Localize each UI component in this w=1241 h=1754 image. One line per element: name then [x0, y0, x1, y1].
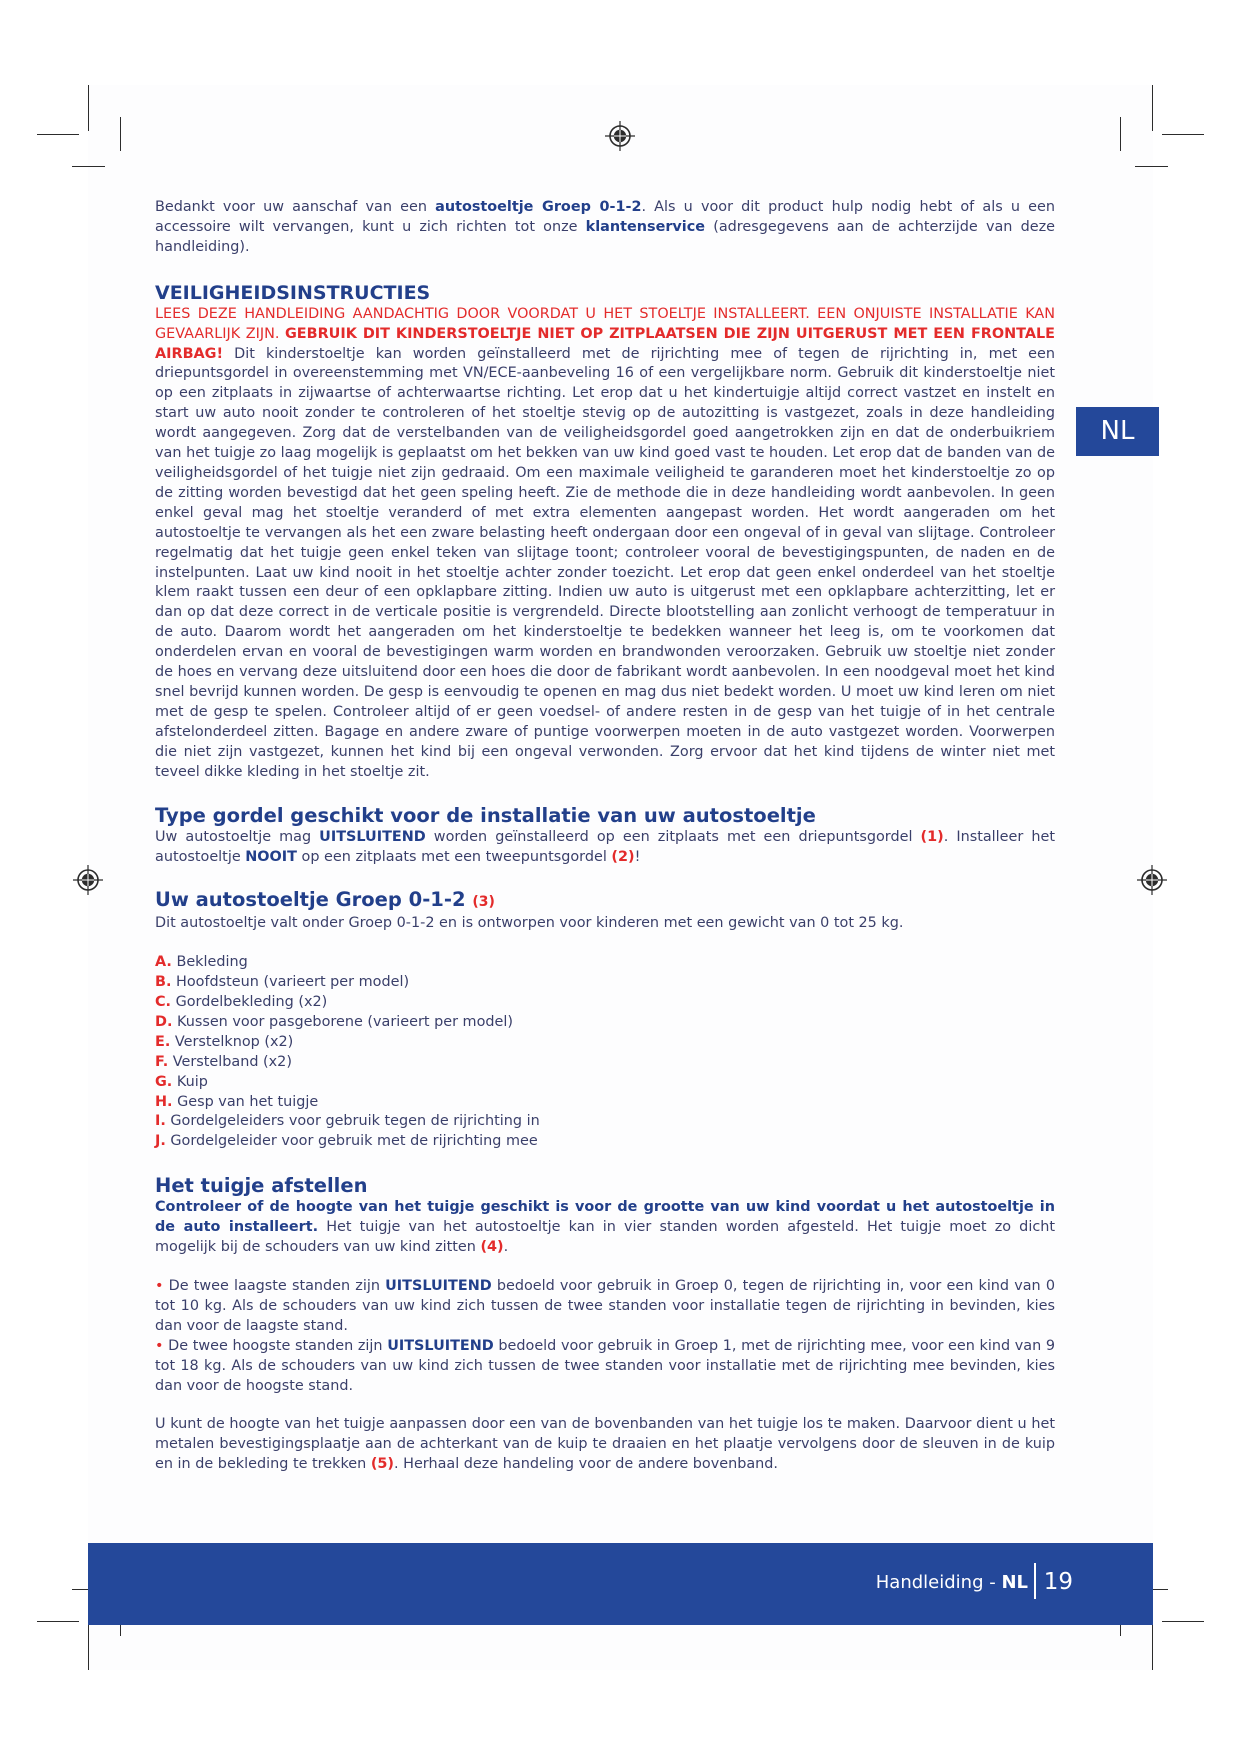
- harness-adjust-text: U kunt de hoogte van het tuigje aanpassen door een van de bovenbanden van het tuigje los te maken. Daarvoor dient u het metalen bevestigingsplaatje aan de achterkant van de kuip te draaien en het plaatje vervolgens door de sleuven in de kuip en in de bekleding te trekken: [155, 1416, 1055, 1473]
- safety-warning: LEES DEZE HANDLEIDING AANDACHTIG DOOR VOORDAT U HET STOELTJE INSTALLEERT. EEN ONJUISTE INSTALLATIE KAN GEVAARLIJK ZIJN.: [155, 305, 1055, 342]
- crop-mark: [37, 134, 79, 135]
- part-letter: A.: [155, 954, 172, 971]
- figure-ref: (1): [920, 829, 944, 846]
- intro-text: Bedankt voor uw aanschaf van een: [155, 199, 436, 215]
- belt-text: worden geïnstalleerd op een zitplaats met een driepuntsgordel: [425, 829, 921, 846]
- bullet-icon: •: [155, 1277, 164, 1294]
- safety-paragraph: [155, 305, 1055, 783]
- figure-ref: (5): [370, 1456, 394, 1473]
- crop-mark: [1162, 134, 1204, 135]
- figure-ref: (4): [480, 1239, 504, 1256]
- bullet-highest-positions: [155, 1337, 1055, 1397]
- bullet-lowest-positions: [155, 1277, 1055, 1337]
- crop-mark: [1152, 1624, 1153, 1670]
- harness-bold-intro: Controleer of de hoogte van het tuigje geschikt is voor de grootte van uw kind voordat u het autostoeltje in de auto installeert.: [155, 1199, 1055, 1236]
- parts-list-item: [155, 1073, 1055, 1093]
- part-letter: F.: [155, 1053, 169, 1070]
- part-letter: I.: [155, 1113, 166, 1130]
- parts-list: [155, 953, 1055, 1152]
- parts-list-item: [155, 993, 1055, 1013]
- group-heading: [155, 888, 1055, 914]
- page-number: 19: [1043, 1569, 1073, 1595]
- page-content: [155, 198, 1055, 1475]
- part-label: Gesp van het tuigje: [172, 1093, 319, 1110]
- harness-text: Het tuigje van het autostoeltje kan in vier standen worden afgesteld. Het tuigje moet zo dicht mogelijk bij de schouders van uw kind zitten: [155, 1219, 1055, 1256]
- belt-text: . Installeer het autostoeltje: [155, 829, 1055, 866]
- part-letter: D.: [155, 1013, 173, 1030]
- part-label: Hoofdsteun (varieert per model): [171, 974, 410, 991]
- bullet-emphasis: UITSLUITEND: [385, 1277, 492, 1294]
- parts-list-item: [155, 1112, 1055, 1132]
- crop-mark: [88, 1624, 89, 1670]
- part-label: Gordelbekleding (x2): [171, 994, 328, 1010]
- part-letter: E.: [155, 1033, 171, 1050]
- part-label: Gordelgeleiders voor gebruik tegen de rijrichting in: [165, 1113, 540, 1130]
- belt-text: Uw autostoeltje mag: [155, 829, 320, 846]
- bullet-text: bedoeld voor gebruik in Groep 0, tegen de rijrichting in, voor een kind van 0 tot 10 kg. Als de schouders van uw kind zich tussen de twee standen voor installatie tegen de rijrichting in bevinden, kies dan voor de laagste stand.: [155, 1277, 1055, 1334]
- harness-paragraph: [155, 1198, 1055, 1258]
- part-label: Kussen voor pasgeborene (varieert per model): [172, 1013, 513, 1030]
- harness-heading: Het tuigje afstellen: [155, 1174, 368, 1198]
- spacer: [155, 1396, 1055, 1415]
- belt-emphasis: UITSLUITEND: [319, 829, 426, 846]
- parts-list-item: [155, 953, 1055, 973]
- group-heading-text: Uw autostoeltje Groep 0-1-2: [155, 888, 466, 912]
- part-label: Kuip: [172, 1073, 208, 1090]
- crop-mark: [120, 117, 121, 151]
- safety-heading: VEILIGHEIDSINSTRUCTIES: [155, 281, 431, 304]
- parts-list-item: [155, 973, 1055, 993]
- footer-label-text: Handleiding -: [875, 1572, 1002, 1593]
- crop-mark: [1120, 117, 1121, 151]
- intro-paragraph: [155, 198, 1055, 258]
- harness-adjust-text: . Herhaal deze handeling voor de andere bovenband.: [393, 1456, 778, 1473]
- footer-divider: [1034, 1563, 1036, 1599]
- part-letter: G.: [155, 1073, 173, 1090]
- registration-mark-icon: [1136, 864, 1168, 896]
- spacer: [155, 934, 1055, 953]
- bullet-text: De twee laagste standen zijn: [163, 1277, 386, 1294]
- belt-paragraph: [155, 828, 1055, 868]
- intro-text: . Als u voor dit product hulp nodig hebt of als u een accessoire wilt vervangen, kunt u zich richten tot onze: [155, 199, 1055, 235]
- part-letter: B.: [155, 974, 172, 991]
- part-letter: H.: [155, 1093, 173, 1110]
- parts-list-item: [155, 1132, 1055, 1152]
- parts-list-item: [155, 1013, 1055, 1033]
- part-label: Gordelgeleider voor gebruik met de rijrichting mee: [165, 1133, 538, 1150]
- bullet-icon: •: [155, 1337, 164, 1354]
- belt-text: !: [634, 849, 641, 866]
- registration-mark-icon: [604, 120, 636, 152]
- crop-mark: [37, 1621, 79, 1622]
- crop-mark: [88, 85, 89, 131]
- figure-ref: (2): [611, 849, 635, 866]
- belt-heading: Type gordel geschikt voor de installatie van uw autostoeltje: [155, 804, 816, 828]
- crop-mark: [1135, 166, 1168, 167]
- belt-emphasis: NOOIT: [245, 849, 297, 866]
- registration-mark-icon: [72, 864, 104, 896]
- intro-text: (adresgegevens aan de achterzijde van deze handleiding).: [155, 218, 1055, 255]
- bullet-text: De twee hoogste standen zijn: [163, 1337, 388, 1354]
- part-letter: C.: [155, 994, 172, 1010]
- harness-text: .: [503, 1239, 509, 1256]
- bullet-text: bedoeld voor gebruik in Groep 1, met de rijrichting mee, voor een kind van 9 tot 18 kg. Als de schouders van uw kind zich tussen de twee standen voor installatie met de rijrichting mee bevinden, kies dan voor de hoogste stand.: [155, 1337, 1055, 1394]
- crop-mark: [72, 166, 105, 167]
- crop-mark: [1162, 1621, 1204, 1622]
- intro-product: autostoeltje Groep 0-1-2: [435, 199, 642, 215]
- part-letter: J.: [155, 1133, 166, 1150]
- part-label: Bekleding: [171, 954, 248, 971]
- spacer: [155, 1258, 1055, 1277]
- belt-text: op een zitplaats met een tweepuntsgordel: [296, 849, 612, 866]
- airbag-warning: GEBRUIK DIT KINDERSTOELTJE NIET OP ZITPLAATSEN DIE ZIJN UITGERUST MET EEN FRONTALE AIRBAG!: [155, 325, 1055, 362]
- parts-list-item: [155, 1053, 1055, 1073]
- language-tab: NL: [1076, 407, 1159, 456]
- intro-service: klantenservice: [585, 218, 706, 235]
- crop-mark: [1152, 85, 1153, 131]
- group-paragraph: Dit autostoeltje valt onder Groep 0-1-2 en is ontworpen voor kinderen met een gewicht van 0 tot 25 kg.: [155, 915, 904, 932]
- bullet-emphasis: UITSLUITEND: [387, 1337, 494, 1354]
- safety-body: Dit kinderstoeltje kan worden geïnstalleerd met de rijrichting mee of tegen de rijrichting in, met een driepuntsgordel in overeenstemming met VN/ECE-aanbeveling 16 of een vergelijkbare norm. Gebruik dit kinderstoeltje niet op een zitplaats in zijwaartse of achterwaartse richting. Let erop dat u het kindertuigje altijd correct vastzet en instelt en start uw auto nooit zonder te controleren of het stoeltje stevig op de autozitting is vastgezet, zoals in deze handleiding wordt aangegeven. Zorg dat de verstelbanden van de veiligheidsgordel goed aangetrokken zijn en dat de onderbuikriem van het tuigje zo laag mogelijk is geplaatst om het bekken van uw kind goed vast te houden. Let erop dat de banden van de veiligheidsgordel of het tuigje niet zijn gedraaid. Om een maximale veiligheid te garanderen moet het kinderstoeltje zo op de zitting worden bevestigd dat het geen speling heeft. Zie de methode die in deze handleiding wordt aanbevolen. In geen enkel geval mag het stoeltje veranderd of met extra elementen aangepast worden. Het wordt aangeraden om het autostoeltje te vervangen als het een zware belasting heeft ondergaan door een ongeval of in geval van slijtage. Controleer regelmatig dat het tuigje geen enkel teken van slijtage toont; controleer vooral de bevestigingspunten, de naden en de instelpunten. Laat uw kind nooit in het stoeltje achter zonder toezicht. Let erop dat geen enkel onderdeel van het stoeltje klem raakt tussen een deur of een opklapbare zitting. Indien uw auto is uitgerust met een opklapbare achterzitting, let er dan op dat deze correct in de verticale positie is vergrendeld. Directe blootstelling aan zonlicht verhoogt de temperatuur in de auto. Daarom wordt het aangeraden om het kinderstoeltje te bedekken wanneer het leeg is, om te voorkomen dat onderdelen ervan en vooral de bevestigingen warm worden en brandwonden veroorzaken. Gebruik uw stoeltje niet zonder de hoes en vervang deze uitsluitend door een hoes die door de fabrikant wordt aanbevolen. In een noodgeval moet het kind snel bevrijd kunnen worden. De gesp is eenvoudig te openen en mag dus niet bedekt worden. U moet uw kind leren om niet met de gesp te spelen. Controleer altijd of er geen voedsel- of andere resten in de gesp van het tuigje of in het centrale afstelonderdeel zitten. Bagage en andere zware of puntige voorwerpen moeten in de auto vastgezet worden. Voorwerpen die niet zijn vastgezet, kunnen het kind bij een ongeval verwonden. Zorg ervoor dat het kind tijdens de winter niet met teveel dikke kleding in het stoeltje zit.: [155, 345, 1055, 780]
- parts-list-item: [155, 1033, 1055, 1053]
- harness-adjust-paragraph: [155, 1415, 1055, 1475]
- figure-ref: (3): [472, 894, 495, 911]
- part-label: Verstelknop (x2): [170, 1033, 294, 1050]
- footer-label: [876, 1571, 1028, 1595]
- part-label: Verstelband (x2): [168, 1053, 292, 1070]
- footer-language: NL: [1001, 1572, 1028, 1593]
- parts-list-item: [155, 1093, 1055, 1113]
- footer-bar: [88, 1543, 1153, 1625]
